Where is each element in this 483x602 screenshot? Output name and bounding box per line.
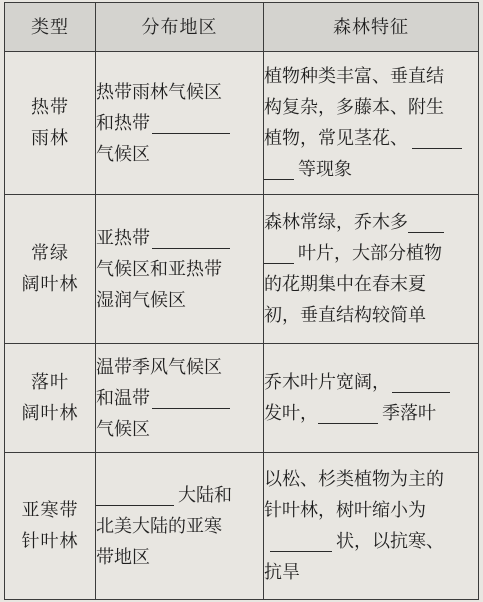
area-text-line: 气候区 [96,418,150,440]
feature-text: 森林常绿，乔木多 [264,212,408,233]
feature-text-line: 初，垂直结构较简单 [264,305,426,326]
area-text-line: 带地区 [96,546,150,568]
type-cell [5,195,96,344]
fill-blank[interactable] [318,401,378,424]
feature-text-line: 构复杂，多藤本、附生 [264,97,444,118]
area-text-line [96,223,263,254]
feature-text-line: 针叶林，树叶缩小为 [264,500,426,521]
type-label-line: 常绿 [31,243,69,264]
feature-text-line: 的花期集中在春末夏 [264,274,426,295]
fill-blank[interactable] [96,483,174,506]
feature-text-line: 植物种类丰富、垂直结 [264,66,444,87]
feature-text: 乔木叶片宽阔， [264,372,390,393]
type-label-line: 阔叶林 [21,403,79,424]
feature-cell [264,52,479,195]
feature-text: 状，以抗寒、 [336,531,444,552]
feature-text-line: 以松、杉类植物为主的 [264,469,444,490]
area-cell [96,453,264,600]
feature-text: 叶片，大部分植物 [298,243,442,264]
fill-blank[interactable] [408,210,444,233]
feature-text-line [264,526,478,557]
area-text-line: 气候区和亚热带 [96,258,222,280]
feature-cell [264,195,479,344]
area-cell [96,52,264,195]
type-label-line: 亚寒带 [21,500,79,521]
header-type: 类型 [5,3,96,52]
type-label-line: 阔叶林 [21,274,79,295]
fill-blank[interactable] [270,529,332,552]
area-text-line: 北美大陆的亚寒 [96,515,222,537]
area-text-line: 气候区 [96,143,150,165]
feature-text: 季落叶 [382,403,436,424]
table-row [5,344,479,453]
table-row [5,52,479,195]
feature-text-line [264,207,478,238]
table-row [5,453,479,600]
area-text-line [96,480,263,511]
feature-text: 植物，常见茎花、 [264,128,408,149]
type-cell [5,453,96,600]
feature-text: 等现象 [298,159,352,180]
feature-cell [264,453,479,600]
fill-blank[interactable] [412,126,462,149]
area-text-line: 热带雨林气候区 [96,81,222,103]
feature-text-line [264,398,478,429]
table-row [5,195,479,344]
header-area: 分布地区 [96,3,264,52]
fill-blank[interactable] [392,370,450,393]
fill-blank[interactable] [152,111,230,134]
feature-text-line: 抗旱 [264,562,300,583]
area-text: 和热带 [96,112,150,134]
type-cell [5,52,96,195]
type-cell [5,344,96,453]
table-header-row [5,3,479,52]
feature-text: 发叶， [264,403,318,424]
type-label-line: 落叶 [31,372,69,393]
area-text-line [96,108,263,139]
area-text: 和温带 [96,387,150,409]
feature-cell [264,344,479,453]
feature-text-line [264,154,478,185]
fill-blank[interactable] [264,157,294,180]
area-cell [96,344,264,453]
type-label-line: 针叶林 [21,531,79,552]
fill-blank[interactable] [264,241,294,264]
fill-blank[interactable] [152,226,230,249]
type-label-line: 热带 [31,97,69,118]
type-label-line: 雨林 [31,128,69,149]
forest-types-table [4,2,479,600]
area-cell [96,195,264,344]
feature-text-line [264,238,478,269]
area-text-line [96,383,263,414]
feature-text-line [264,367,478,398]
area-text-line: 温带季风气候区 [96,356,222,378]
header-feature: 森林特征 [264,3,479,52]
feature-text-line [264,123,478,154]
area-text: 大陆和 [178,484,232,506]
area-text: 亚热带 [96,227,150,249]
area-text-line: 湿润气候区 [96,289,186,311]
fill-blank[interactable] [152,386,230,409]
